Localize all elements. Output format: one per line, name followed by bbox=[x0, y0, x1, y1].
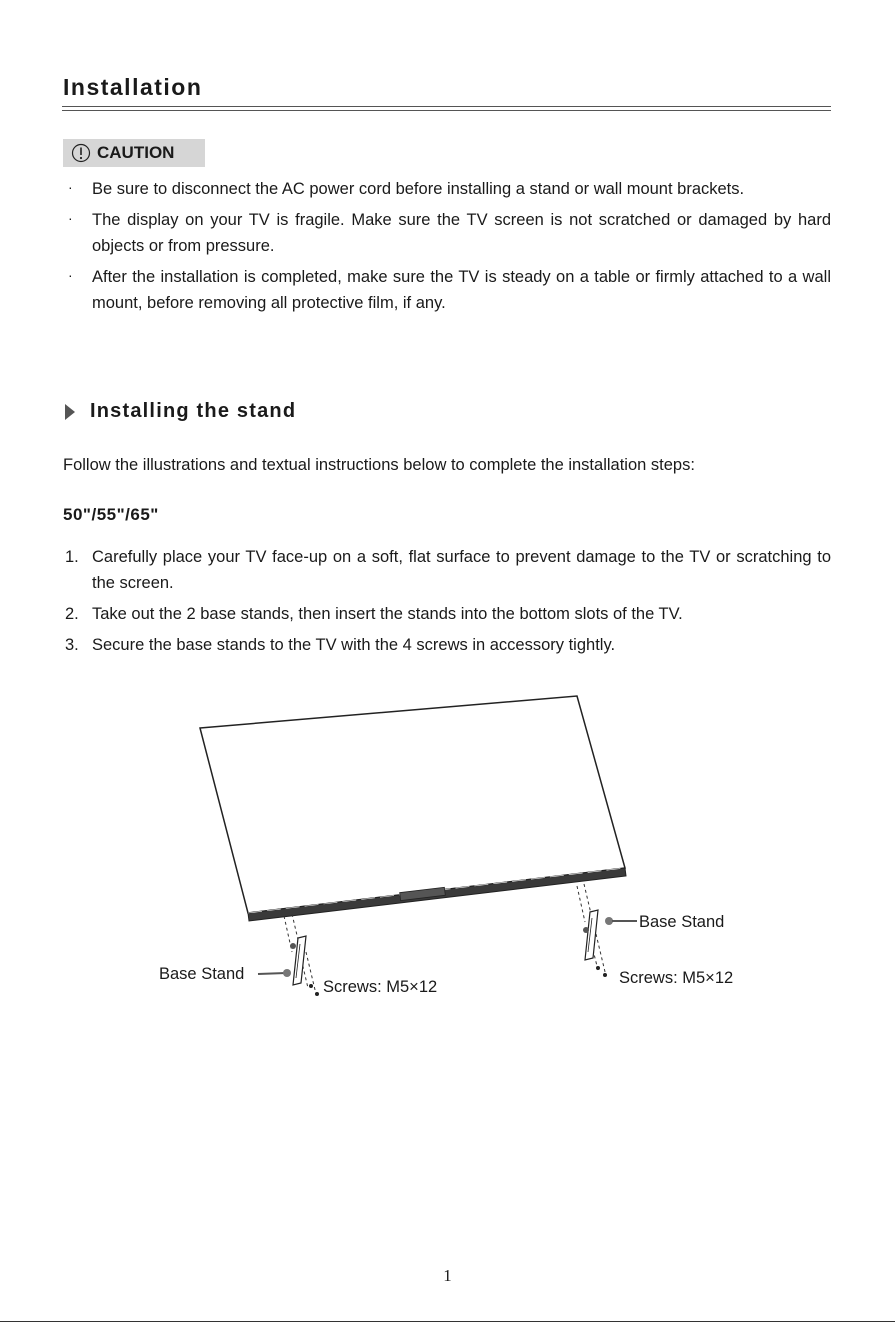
bullet-dot: · bbox=[68, 267, 73, 283]
right-stand-graphic bbox=[577, 884, 637, 977]
model-sizes: 50"/55"/65" bbox=[63, 505, 159, 524]
caution-list bbox=[63, 176, 831, 321]
step-number: 1. bbox=[65, 548, 79, 566]
section-title: Installing the stand bbox=[90, 400, 297, 422]
caution-item bbox=[63, 207, 831, 259]
caution-banner bbox=[63, 139, 205, 167]
section-intro: Follow the illustrations and textual instructions below to complete the installation steps: bbox=[63, 456, 695, 474]
caution-item-text: The display on your TV is fragile. Make sure the TV screen is not scratched or damaged by hard objects or from pressure. bbox=[92, 211, 831, 255]
section-heading bbox=[65, 400, 296, 423]
caution-item-text: After the installation is completed, make sure the TV is steady on a table or firmly attached to a wall mount, before removing all protective film, if any. bbox=[92, 268, 831, 312]
step-text: Secure the base stands to the TV with the 4 screws in accessory tightly. bbox=[92, 636, 616, 654]
step-number: 2. bbox=[65, 605, 79, 623]
title-divider-bottom bbox=[62, 110, 831, 111]
caution-item bbox=[63, 264, 831, 316]
left-stand-graphic bbox=[258, 914, 319, 996]
left-stand-label: Base Stand bbox=[159, 965, 245, 983]
step-item bbox=[63, 601, 831, 627]
stand-installation-diagram bbox=[150, 690, 790, 1010]
steps-list bbox=[63, 544, 831, 663]
bullet-dot: · bbox=[68, 210, 73, 226]
step-item bbox=[63, 544, 831, 596]
step-number: 3. bbox=[65, 636, 79, 654]
step-item bbox=[63, 632, 831, 658]
page-number: 1 bbox=[443, 1266, 452, 1285]
page-title: Installation bbox=[63, 74, 203, 100]
step-text: Take out the 2 base stands, then insert the stands into the bottom slots of the TV. bbox=[92, 605, 683, 623]
title-divider-top bbox=[62, 106, 831, 107]
caution-item-text: Be sure to disconnect the AC power cord before installing a stand or wall mount brackets. bbox=[92, 180, 745, 198]
step-text: Carefully place your TV face-up on a soft, flat surface to prevent damage to the TV or scratching to the screen. bbox=[92, 548, 831, 592]
triangle-right-icon bbox=[65, 404, 75, 420]
tv-panel bbox=[200, 696, 626, 921]
right-screws-label: Screws: M5×12 bbox=[619, 969, 734, 987]
left-screws-label: Screws: M5×12 bbox=[323, 978, 438, 996]
caution-label: CAUTION bbox=[97, 143, 175, 162]
bottom-divider bbox=[0, 1321, 895, 1322]
caution-item bbox=[63, 176, 831, 202]
bullet-dot: · bbox=[68, 179, 73, 195]
right-stand-label: Base Stand bbox=[639, 913, 725, 931]
exclamation-circle-icon bbox=[71, 143, 91, 163]
